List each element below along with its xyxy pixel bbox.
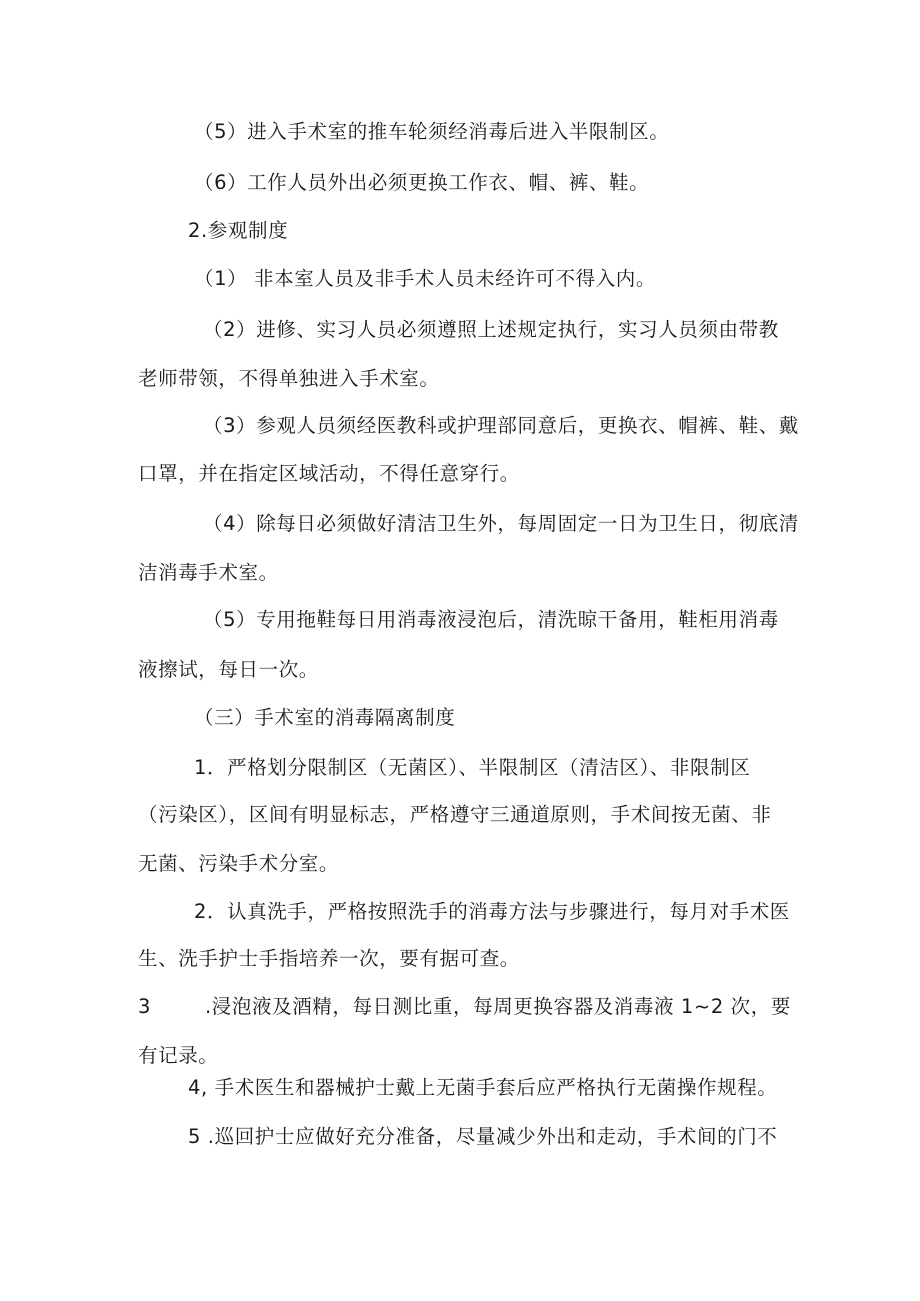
text-line: 4, 手术医生和器械护士戴上无菌手套后应严格执行无菌操作规程。 bbox=[188, 1076, 778, 1099]
text-line: 有记录。 bbox=[138, 1044, 219, 1067]
text-line: 2．认真洗手，严格按照洗手的消毒方法与步骤进行，每月对手术医 bbox=[194, 900, 790, 923]
text-line: （5）专用拖鞋每日用消毒液浸泡后，清洗晾干备用，鞋柜用消毒 bbox=[203, 608, 779, 631]
text-line: 生、洗手护士手指培养一次，要有据可查。 bbox=[138, 947, 520, 970]
text-line: （1） 非本室人员及非手术人员未经许可不得入内。 bbox=[194, 267, 657, 290]
text-line: （2）进修、实习人员必须遵照上述规定执行，实习人员须由带教 bbox=[203, 318, 779, 341]
text-line: （6）工作人员外出必须更换工作衣、帽、裤、鞋。 bbox=[194, 171, 650, 194]
text-line: 口罩，并在指定区域活动，不得任意穿行。 bbox=[138, 462, 520, 485]
list-number: 3 bbox=[138, 995, 152, 1018]
section-heading: 2.参观制度 bbox=[188, 219, 289, 242]
text-line: 老师带领，不得单独进入手术室。 bbox=[138, 367, 440, 390]
text-line: .浸泡液及酒精，每日测比重，每周更换容器及消毒液 1~2 次，要 bbox=[205, 995, 791, 1018]
text-line: 1．严格划分限制区（无菌区）、半限制区（清洁区）、非限制区 bbox=[194, 756, 751, 779]
text-line: 液擦试，每日一次。 bbox=[138, 658, 319, 681]
text-line: （污染区），区间有明显标志，严格遵守三通道原则，手术间按无菌、非 bbox=[138, 803, 772, 826]
text-line: （3）参观人员须经医教科或护理部同意后，更换衣、帽裤、鞋、戴 bbox=[203, 414, 799, 437]
text-line: （5）进入手术室的推车轮须经消毒后进入半限制区。 bbox=[194, 120, 670, 143]
text-line: 5 .巡回护士应做好充分准备，尽量减少外出和走动，手术间的门不 bbox=[188, 1125, 778, 1148]
text-line: 无菌、污染手术分室。 bbox=[138, 852, 340, 875]
text-line: 洁消毒手术室。 bbox=[138, 561, 279, 584]
text-line: （4）除每日必须做好清洁卫生外，每周固定一日为卫生日，彻底清 bbox=[203, 512, 799, 535]
section-heading: （三）手术室的消毒隔离制度 bbox=[194, 706, 456, 729]
